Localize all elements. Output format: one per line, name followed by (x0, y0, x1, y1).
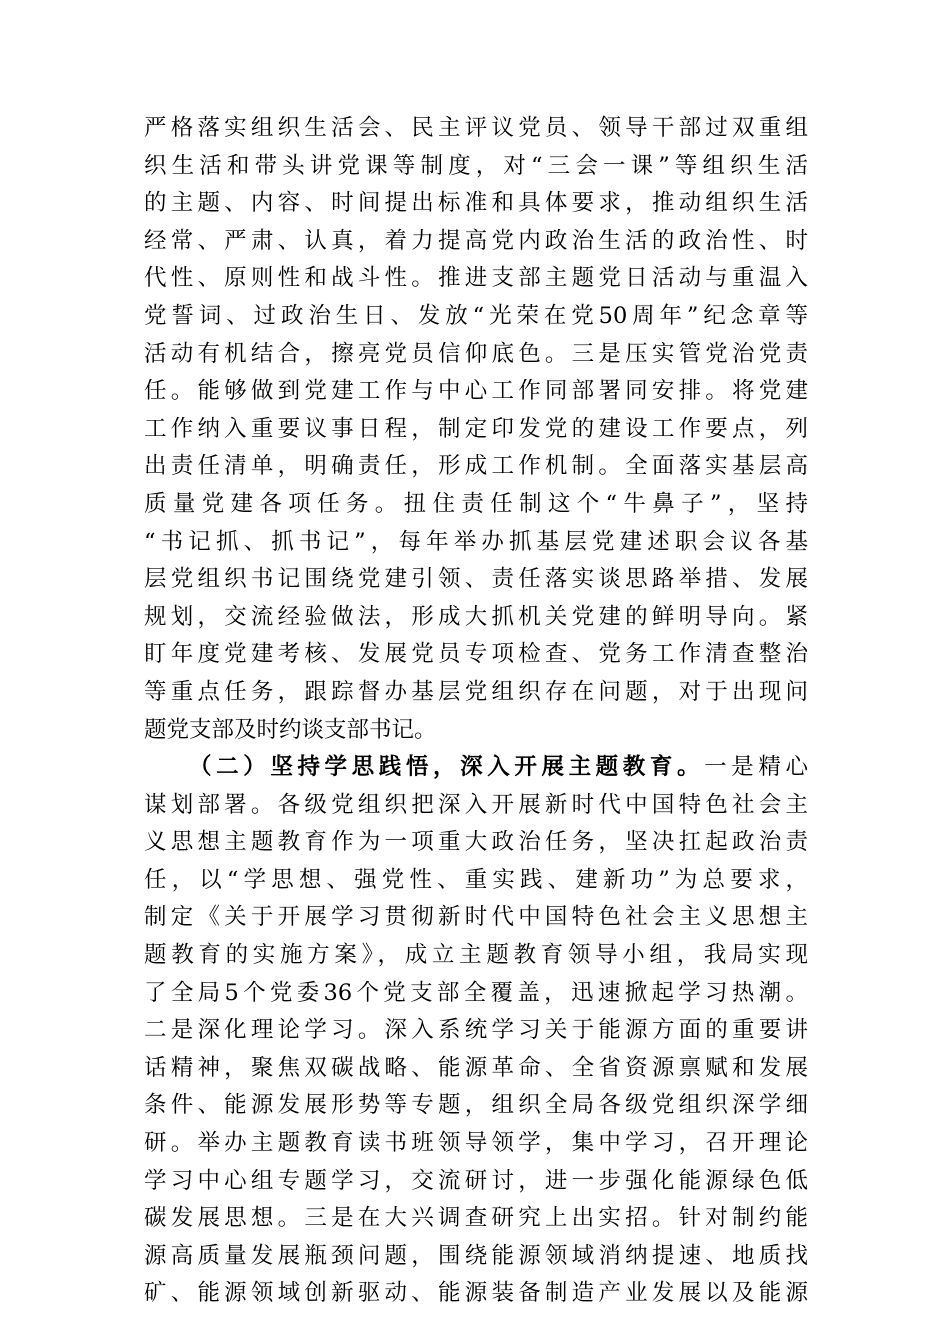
text-line: 制定《关于开展学习贯彻新时代中国特色社会主义思想主 (144, 904, 808, 931)
text-line: 经常、严肃、认真，着力提高党内政治生活的政治性、时 (144, 227, 808, 254)
text-line: 矿、能源领域创新驱动、能源装备制造产业发展以及能源 (144, 1280, 808, 1307)
text-line: 任，以“学思想、强党性、重实践、建新功”为总要求， (144, 866, 808, 893)
text-line: 了全局5个党委36个党支部全覆盖，迅速掀起学习热潮。 (144, 979, 808, 1006)
text-line: 活动有机结合，擦亮党员信仰底色。三是压实管党治党责 (144, 340, 808, 367)
text-line: 话精神，聚焦双碳战略、能源革命、全省资源禀赋和发展 (144, 1054, 808, 1081)
text-line: 任。能够做到党建工作与中心工作同部署同安排。将党建 (144, 378, 808, 405)
text-line: 学习中心组专题学习，交流研讨，进一步强化能源绿色低 (144, 1167, 808, 1194)
text-line: 二是深化理论学习。深入系统学习关于能源方面的重要讲 (144, 1017, 808, 1044)
text-line: 盯年度党建考核、发展党员专项检查、党务工作清查整治 (144, 641, 808, 668)
text-line: 规划，交流经验做法，形成大抓机关党建的鲜明导向。紧 (144, 603, 808, 630)
text-line: 条件、能源发展形势等专题，组织全局各级党组织深学细 (144, 1092, 808, 1119)
text-line: 层党组织书记围绕党建引领、责任落实谈思路举措、发展 (144, 566, 808, 593)
text-line: 工作纳入重要议事日程，制定印发党的建设工作要点，列 (144, 415, 808, 442)
text-line: 义思想主题教育作为一项重大政治任务，坚决扛起政治责 (144, 829, 808, 856)
text-line: 碳发展思想。三是在大兴调查研究上出实招。针对制约能 (144, 1205, 808, 1232)
text-line: 出责任清单，明确责任，形成工作机制。全面落实基层高 (144, 453, 808, 480)
text-line: 代性、原则性和战斗性。推进支部主题党日活动与重温入 (144, 265, 808, 292)
text-line: 题教育的实施方案》，成立主题教育领导小组，我局实现 (144, 942, 808, 969)
text-line: 质量党建各项任务。扭住责任制这个“牛鼻子”，坚持 (144, 490, 808, 517)
text-line: 党誓词、过政治生日、发放“光荣在党50周年”纪念章等 (144, 302, 808, 329)
text-line: 源高质量发展瓶颈问题，围绕能源领域消纳提速、地质找 (144, 1242, 808, 1269)
document-body (144, 110, 808, 1313)
section-heading: （二）坚持学思践悟，深入开展主题教育。 (189, 754, 705, 781)
section-heading-line (144, 749, 808, 787)
heading-continuation: 一是精心 (704, 754, 808, 781)
text-line: 严格落实组织生活会、民主评议党员、领导干部过双重组 (144, 115, 808, 141)
text-line: 等重点任务，跟踪督办基层党组织存在问题，对于出现问 (144, 678, 808, 705)
text-line: “书记抓、抓书记”，每年举办抓基层党建述职会议各基 (144, 528, 808, 555)
text-line: 的主题、内容、时间提出标准和具体要求，推动组织生活 (144, 190, 808, 217)
text-line: 题党支部及时约谈支部书记。 (144, 716, 437, 743)
text-line: 谋划部署。各级党组织把深入开展新时代中国特色社会主 (144, 791, 808, 818)
text-line: 研。举办主题教育读书班领导领学，集中学习，召开理论 (144, 1130, 808, 1157)
text-line: 织生活和带头讲党课等制度，对“三会一课”等组织生活 (144, 152, 808, 179)
